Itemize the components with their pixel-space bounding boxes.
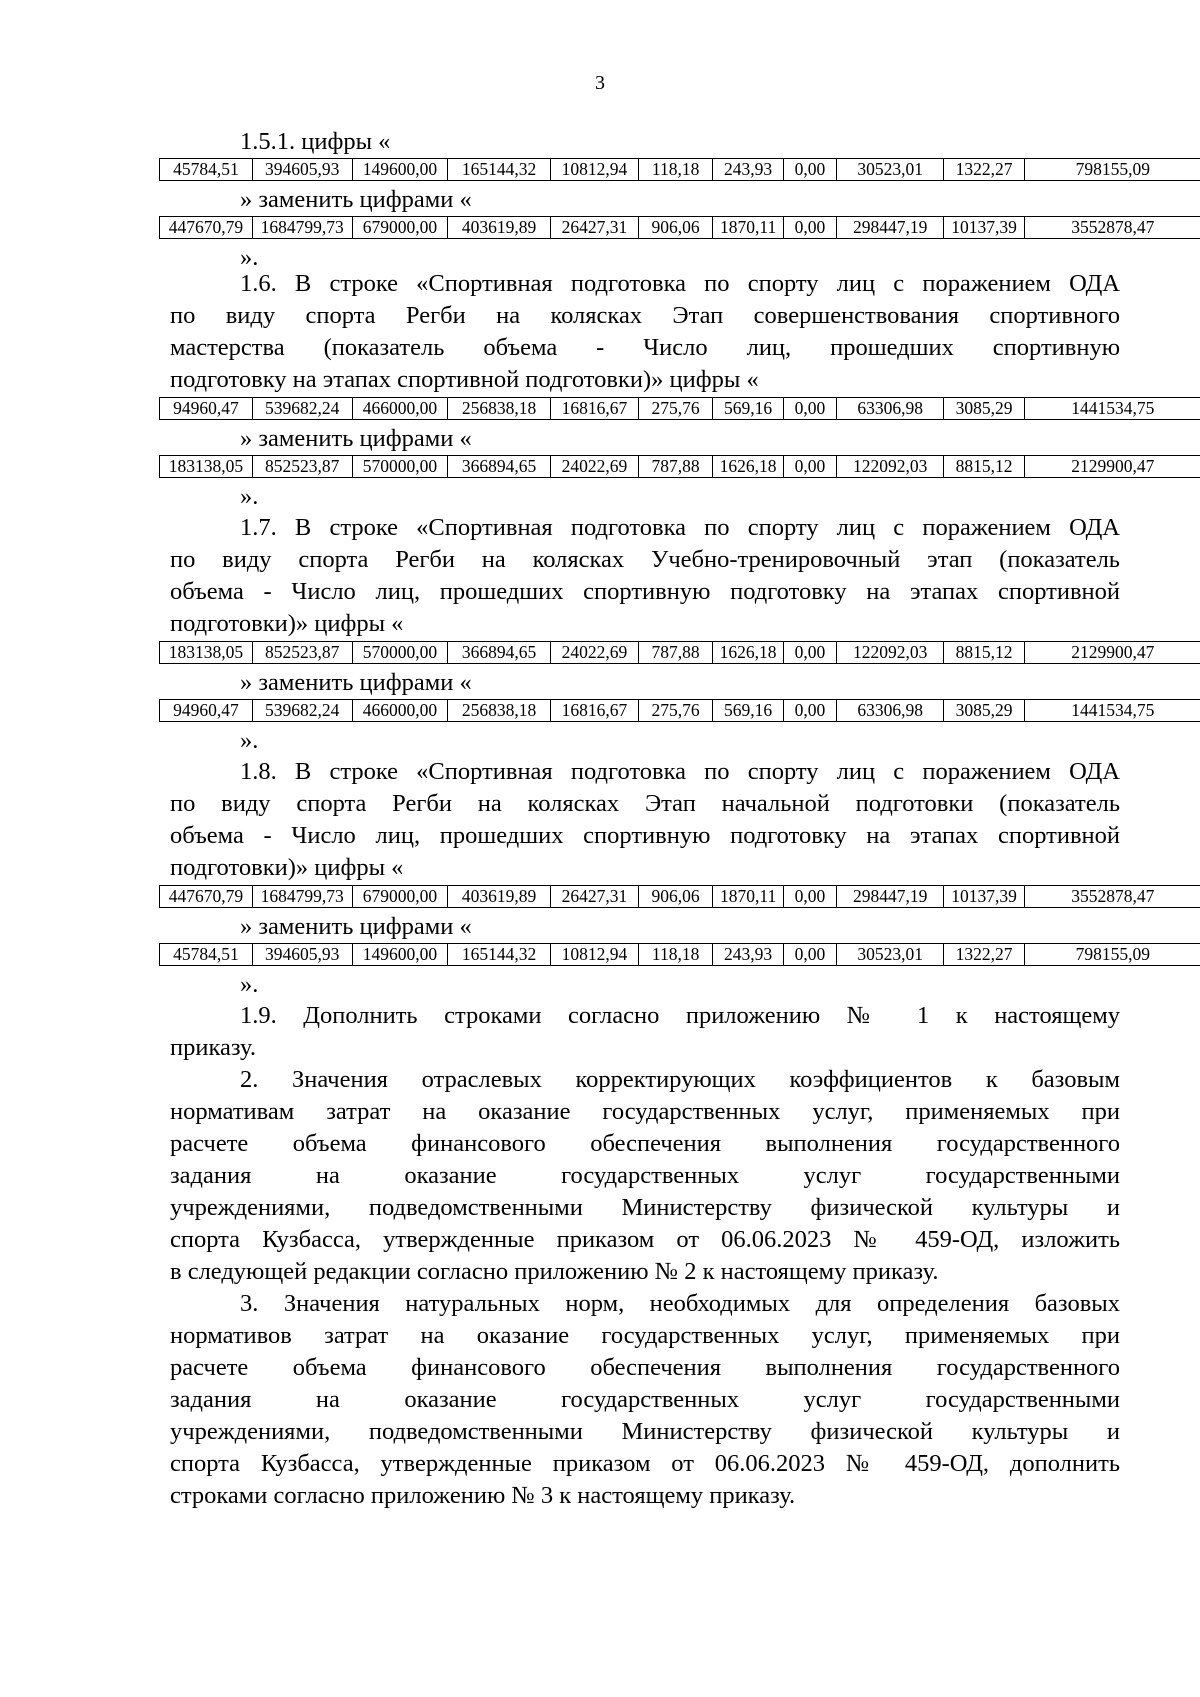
number-cell: 1870,11 [713, 886, 784, 908]
number-cell: 24022,69 [550, 642, 638, 664]
number-cell: 3085,29 [944, 398, 1024, 420]
number-cell: 366894,65 [448, 642, 551, 664]
number-cell: 1684799,73 [252, 886, 352, 908]
numbers-table-1-8-new [159, 943, 1200, 966]
number-cell: 1441534,75 [1024, 398, 1200, 420]
number-cell: 366894,65 [448, 456, 551, 478]
item-3-line: задания на оказание государственных услуг государственными [170, 1386, 1120, 1413]
number-cell: 149600,00 [352, 159, 448, 181]
item-1-8-line: 1.8. В строке «Спортивная подготовка по спорту лиц с поражением ОДА [240, 758, 1120, 785]
number-cell: 394605,93 [252, 944, 352, 966]
number-cell: 24022,69 [550, 456, 638, 478]
item-3-line: расчете объема финансового обеспечения выполнения государственного [170, 1354, 1120, 1381]
number-cell: 570000,00 [352, 642, 448, 664]
number-cell: 3085,29 [944, 700, 1024, 722]
item-2-line: расчете объема финансового обеспечения выполнения государственного [170, 1130, 1120, 1157]
number-cell: 569,16 [713, 700, 784, 722]
item-2-line: учреждениями, подведомственными Министерству физической культуры и [170, 1194, 1120, 1221]
item-2-line: 2. Значения отраслевых корректирующих коэффициентов к базовым [240, 1066, 1120, 1093]
number-cell: 63306,98 [836, 398, 943, 420]
number-cell: 183138,05 [160, 642, 253, 664]
number-cell: 298447,19 [836, 217, 943, 239]
number-cell: 539682,24 [252, 398, 352, 420]
number-cell: 906,06 [638, 886, 712, 908]
item-1-9-line: 1.9. Дополнить строками согласно приложению № 1 к настоящему [240, 1002, 1120, 1029]
number-cell: 394605,93 [252, 159, 352, 181]
item-1-7-line: 1.7. В строке «Спортивная подготовка по спорту лиц с поражением ОДА [240, 514, 1120, 541]
number-cell: 539682,24 [252, 700, 352, 722]
numbers-table-1-5-1-old [159, 158, 1200, 181]
number-cell: 466000,00 [352, 398, 448, 420]
number-cell: 243,93 [713, 944, 784, 966]
item-2-line: задания на оказание государственных услуг государственными [170, 1162, 1120, 1189]
number-cell: 30523,01 [836, 159, 943, 181]
number-cell: 852523,87 [252, 456, 352, 478]
number-cell: 1441534,75 [1024, 700, 1200, 722]
item-3-line: спорта Кузбасса, утвержденные приказом от 06.06.2023 № 459-ОД, дополнить [170, 1450, 1120, 1477]
number-cell: 16816,67 [550, 700, 638, 722]
number-cell: 1626,18 [713, 456, 784, 478]
item-3-line: строками согласно приложению № 3 к настоящему приказу. [170, 1482, 796, 1509]
item-1-8-line: объема - Число лиц, прошедших спортивную подготовку на этапах спортивной [170, 822, 1120, 849]
replace-label: » заменить цифрами « [240, 913, 472, 940]
item-3-line: 3. Значения натуральных норм, необходимых для определения базовых [240, 1290, 1120, 1317]
replace-label: » заменить цифрами « [240, 425, 472, 452]
number-cell: 45784,51 [160, 944, 253, 966]
item-2-line: нормативам затрат на оказание государственных услуг, применяемых при [170, 1098, 1120, 1125]
number-cell: 256838,18 [448, 700, 551, 722]
number-cell: 466000,00 [352, 700, 448, 722]
number-cell: 447670,79 [160, 217, 253, 239]
number-cell: 2129900,47 [1024, 642, 1200, 664]
number-cell: 852523,87 [252, 642, 352, 664]
number-cell: 1684799,73 [252, 217, 352, 239]
item-1-7-line: подготовки)» цифры « [170, 610, 404, 637]
number-cell: 403619,89 [448, 217, 551, 239]
number-cell: 787,88 [638, 642, 712, 664]
number-cell: 298447,19 [836, 886, 943, 908]
item-2-line: спорта Кузбасса, утвержденные приказом от 06.06.2023 № 459-ОД, изложить [170, 1226, 1120, 1253]
number-cell: 118,18 [638, 159, 712, 181]
item-1-9-line: приказу. [170, 1034, 256, 1061]
number-cell: 0,00 [783, 886, 836, 908]
number-cell: 275,76 [638, 398, 712, 420]
number-cell: 0,00 [783, 642, 836, 664]
number-cell: 0,00 [783, 159, 836, 181]
number-cell: 16816,67 [550, 398, 638, 420]
number-cell: 122092,03 [836, 456, 943, 478]
item-1-8-line: по виду спорта Регби на колясках Этап начальной подготовки (показатель [170, 790, 1120, 817]
number-cell: 3552878,47 [1024, 217, 1200, 239]
number-cell: 8815,12 [944, 642, 1024, 664]
item-3-line: учреждениями, подведомственными Министерству физической культуры и [170, 1418, 1120, 1445]
number-cell: 94960,47 [160, 700, 253, 722]
number-cell: 165144,32 [448, 159, 551, 181]
number-cell: 243,93 [713, 159, 784, 181]
number-cell: 10812,94 [550, 159, 638, 181]
item-1-5-1-label: 1.5.1. цифры « [240, 128, 391, 155]
numbers-table-1-8-old [159, 885, 1200, 908]
numbers-table-1-7-new [159, 699, 1200, 722]
number-cell: 570000,00 [352, 456, 448, 478]
number-cell: 798155,09 [1024, 944, 1200, 966]
item-1-7-line: по виду спорта Регби на колясках Учебно-тренировочный этап (показатель [170, 546, 1120, 573]
number-cell: 787,88 [638, 456, 712, 478]
numbers-table-1-6-new [159, 455, 1200, 478]
closing-quote: ». [240, 971, 259, 998]
item-1-6-line: по виду спорта Регби на колясках Этап совершенствования спортивного [170, 302, 1120, 329]
numbers-table-1-6-old [159, 397, 1200, 420]
number-cell: 275,76 [638, 700, 712, 722]
number-cell: 1870,11 [713, 217, 784, 239]
item-1-7-line: объема - Число лиц, прошедших спортивную подготовку на этапах спортивной [170, 578, 1120, 605]
closing-quote: ». [240, 244, 259, 271]
number-cell: 183138,05 [160, 456, 253, 478]
item-2-line: в следующей редакции согласно приложению № 2 к настоящему приказу. [170, 1258, 939, 1285]
number-cell: 149600,00 [352, 944, 448, 966]
number-cell: 45784,51 [160, 159, 253, 181]
number-cell: 0,00 [783, 944, 836, 966]
number-cell: 403619,89 [448, 886, 551, 908]
number-cell: 256838,18 [448, 398, 551, 420]
closing-quote: ». [240, 483, 259, 510]
number-cell: 3552878,47 [1024, 886, 1200, 908]
number-cell: 122092,03 [836, 642, 943, 664]
number-cell: 30523,01 [836, 944, 943, 966]
item-1-6-line: мастерства (показатель объема - Число лиц, прошедших спортивную [170, 334, 1120, 361]
replace-label: » заменить цифрами « [240, 186, 472, 213]
number-cell: 0,00 [783, 456, 836, 478]
number-cell: 8815,12 [944, 456, 1024, 478]
number-cell: 0,00 [783, 700, 836, 722]
number-cell: 63306,98 [836, 700, 943, 722]
number-cell: 10812,94 [550, 944, 638, 966]
number-cell: 679000,00 [352, 886, 448, 908]
numbers-table-1-7-old [159, 641, 1200, 664]
number-cell: 1626,18 [713, 642, 784, 664]
number-cell: 1322,27 [944, 159, 1024, 181]
page-number: 3 [595, 72, 605, 94]
number-cell: 26427,31 [550, 217, 638, 239]
number-cell: 165144,32 [448, 944, 551, 966]
number-cell: 906,06 [638, 217, 712, 239]
number-cell: 0,00 [783, 398, 836, 420]
replace-label: » заменить цифрами « [240, 669, 472, 696]
number-cell: 679000,00 [352, 217, 448, 239]
numbers-table-1-5-1-new [159, 216, 1200, 239]
closing-quote: ». [240, 727, 259, 754]
number-cell: 2129900,47 [1024, 456, 1200, 478]
number-cell: 569,16 [713, 398, 784, 420]
number-cell: 118,18 [638, 944, 712, 966]
number-cell: 10137,39 [944, 217, 1024, 239]
number-cell: 1322,27 [944, 944, 1024, 966]
number-cell: 798155,09 [1024, 159, 1200, 181]
item-1-6-line: подготовку на этапах спортивной подготовки)» цифры « [170, 366, 759, 393]
number-cell: 26427,31 [550, 886, 638, 908]
number-cell: 0,00 [783, 217, 836, 239]
number-cell: 10137,39 [944, 886, 1024, 908]
item-3-line: нормативов затрат на оказание государственных услуг, применяемых при [170, 1322, 1120, 1349]
item-1-6-line: 1.6. В строке «Спортивная подготовка по спорту лиц с поражением ОДА [240, 270, 1120, 297]
number-cell: 447670,79 [160, 886, 253, 908]
number-cell: 94960,47 [160, 398, 253, 420]
item-1-8-line: подготовки)» цифры « [170, 854, 404, 881]
